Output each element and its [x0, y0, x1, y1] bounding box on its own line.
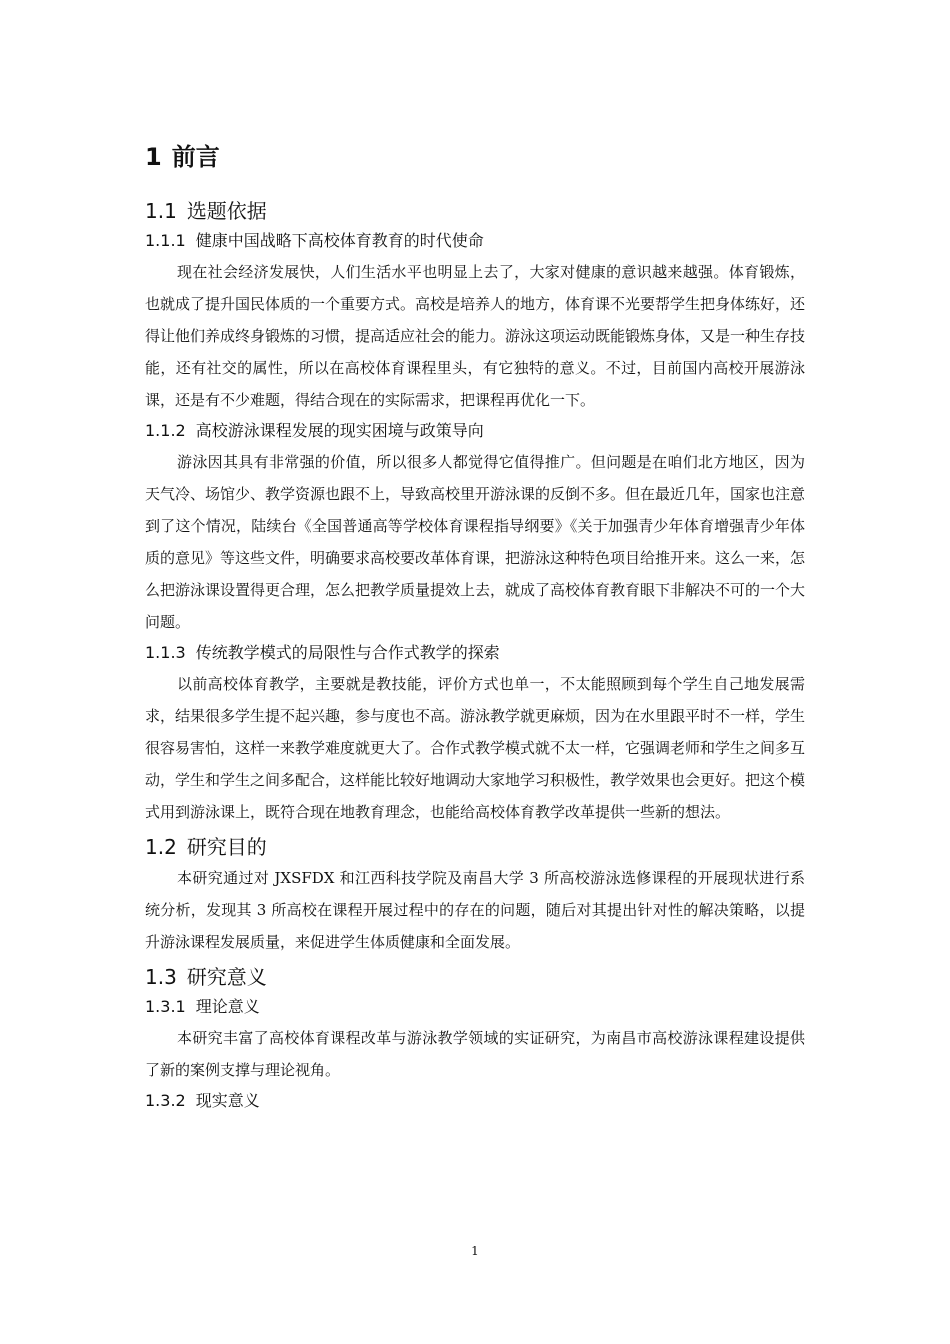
paragraph-5: 本研究丰富了高校体育课程改革与游泳教学领域的实证研究，为南昌市高校游泳课程建设提供了新的案例支撑与理论视角。: [145, 1029, 805, 1079]
heading-1-2: [145, 832, 805, 862]
heading-1-preface: [145, 140, 805, 174]
heading-number: 1.3: [145, 965, 177, 989]
heading-text: 理论意义: [195, 997, 260, 1016]
heading-text: 选题依据: [186, 199, 267, 223]
heading-number: 1.1.1: [145, 231, 186, 250]
paragraph-4: 本研究通过对 JXSFDX 和江西科技学院及南昌大学 3 所高校游泳选修课程的开展现状进行系统分析，发现其 3 所高校在课程开展过程中的存在的问题，随后对其提出针对性的解决策略，以提升游泳课程发展质量，来促进学生体质健康和全面发展。: [145, 869, 805, 951]
paragraph-3: 以前高校体育教学，主要就是教技能，评价方式也单一，不太能照顾到每个学生自己地发展需求，结果很多学生提不起兴趣，参与度也不高。游泳教学就更麻烦，因为在水里跟平时不一样，学生很容易害怕，这样一来教学难度就更大了。合作式教学模式就不太一样，它强调老师和学生之间多互动，学生和学生之间多配合，这样能比较好地调动大家地学习积极性，教学效果也会更好。把这个模式用到游泳课上，既符合现在地教育理念，也能给高校体育教学改革提供一些新的想法。: [145, 675, 806, 821]
document-body: [145, 140, 805, 1116]
heading-1-3-1: [145, 992, 805, 1022]
heading-text: 传统教学模式的局限性与合作式教学的探索: [195, 643, 500, 662]
heading-1-1-2: [145, 416, 805, 446]
heading-number: 1.1.2: [145, 421, 186, 440]
heading-text: 高校游泳课程发展的现实困境与政策导向: [195, 421, 484, 440]
heading-number: 1.3.2: [145, 1091, 186, 1110]
heading-number: 1: [145, 143, 162, 171]
paragraph-1: 现在社会经济发展快，人们生活水平也明显上去了，大家对健康的意识越来越强。体育锻炼，也就成了提升国民体质的一个重要方式。高校是培养人的地方，体育课不光要帮学生把身体练好，还得让他们养成终身锻炼的习惯，提高适应社会的能力。游泳这项运动既能锻炼身体，又是一种生存技能，还有社交的属性，所以在高校体育课程里头，有它独特的意义。不过，目前国内高校开展游泳课，还是有不少难题，得结合现在的实际需求，把课程再优化一下。: [145, 263, 806, 409]
heading-number: 1.1: [145, 199, 177, 223]
heading-1-1-1: [145, 226, 805, 256]
heading-number: 1.1.3: [145, 643, 186, 662]
page-number: 1: [471, 1244, 479, 1258]
heading-text: 研究目的: [186, 835, 267, 859]
heading-number: 1.3.1: [145, 997, 186, 1016]
heading-text: 健康中国战略下高校体育教育的时代使命: [195, 231, 484, 250]
paragraph-2: 游泳因其具有非常强的价值，所以很多人都觉得它值得推广。但问题是在咱们北方地区，因为天气冷、场馆少、教学资源也跟不上，导致高校里开游泳课的反倒不多。但在最近几年，国家也注意到了这个情况，陆续台《全国普通高等学校体育课程指导纲要》《关于加强青少年体育增强青少年体质的意见》等这些文件，明确要求高校要改革体育课，把游泳这种特色项目给推开来。这么一来，怎么把游泳课设置得更合理，怎么把教学质量提效上去，就成了高校体育教育眼下非解决不可的一个大问题。: [145, 453, 806, 631]
heading-1-3-2: [145, 1086, 805, 1116]
heading-text: 前言: [171, 143, 220, 171]
heading-text: 研究意义: [186, 965, 267, 989]
heading-1-3: [145, 962, 805, 992]
heading-text: 现实意义: [195, 1091, 260, 1110]
heading-1-1-3: [145, 638, 805, 668]
heading-1-1: [145, 196, 805, 226]
heading-number: 1.2: [145, 835, 177, 859]
